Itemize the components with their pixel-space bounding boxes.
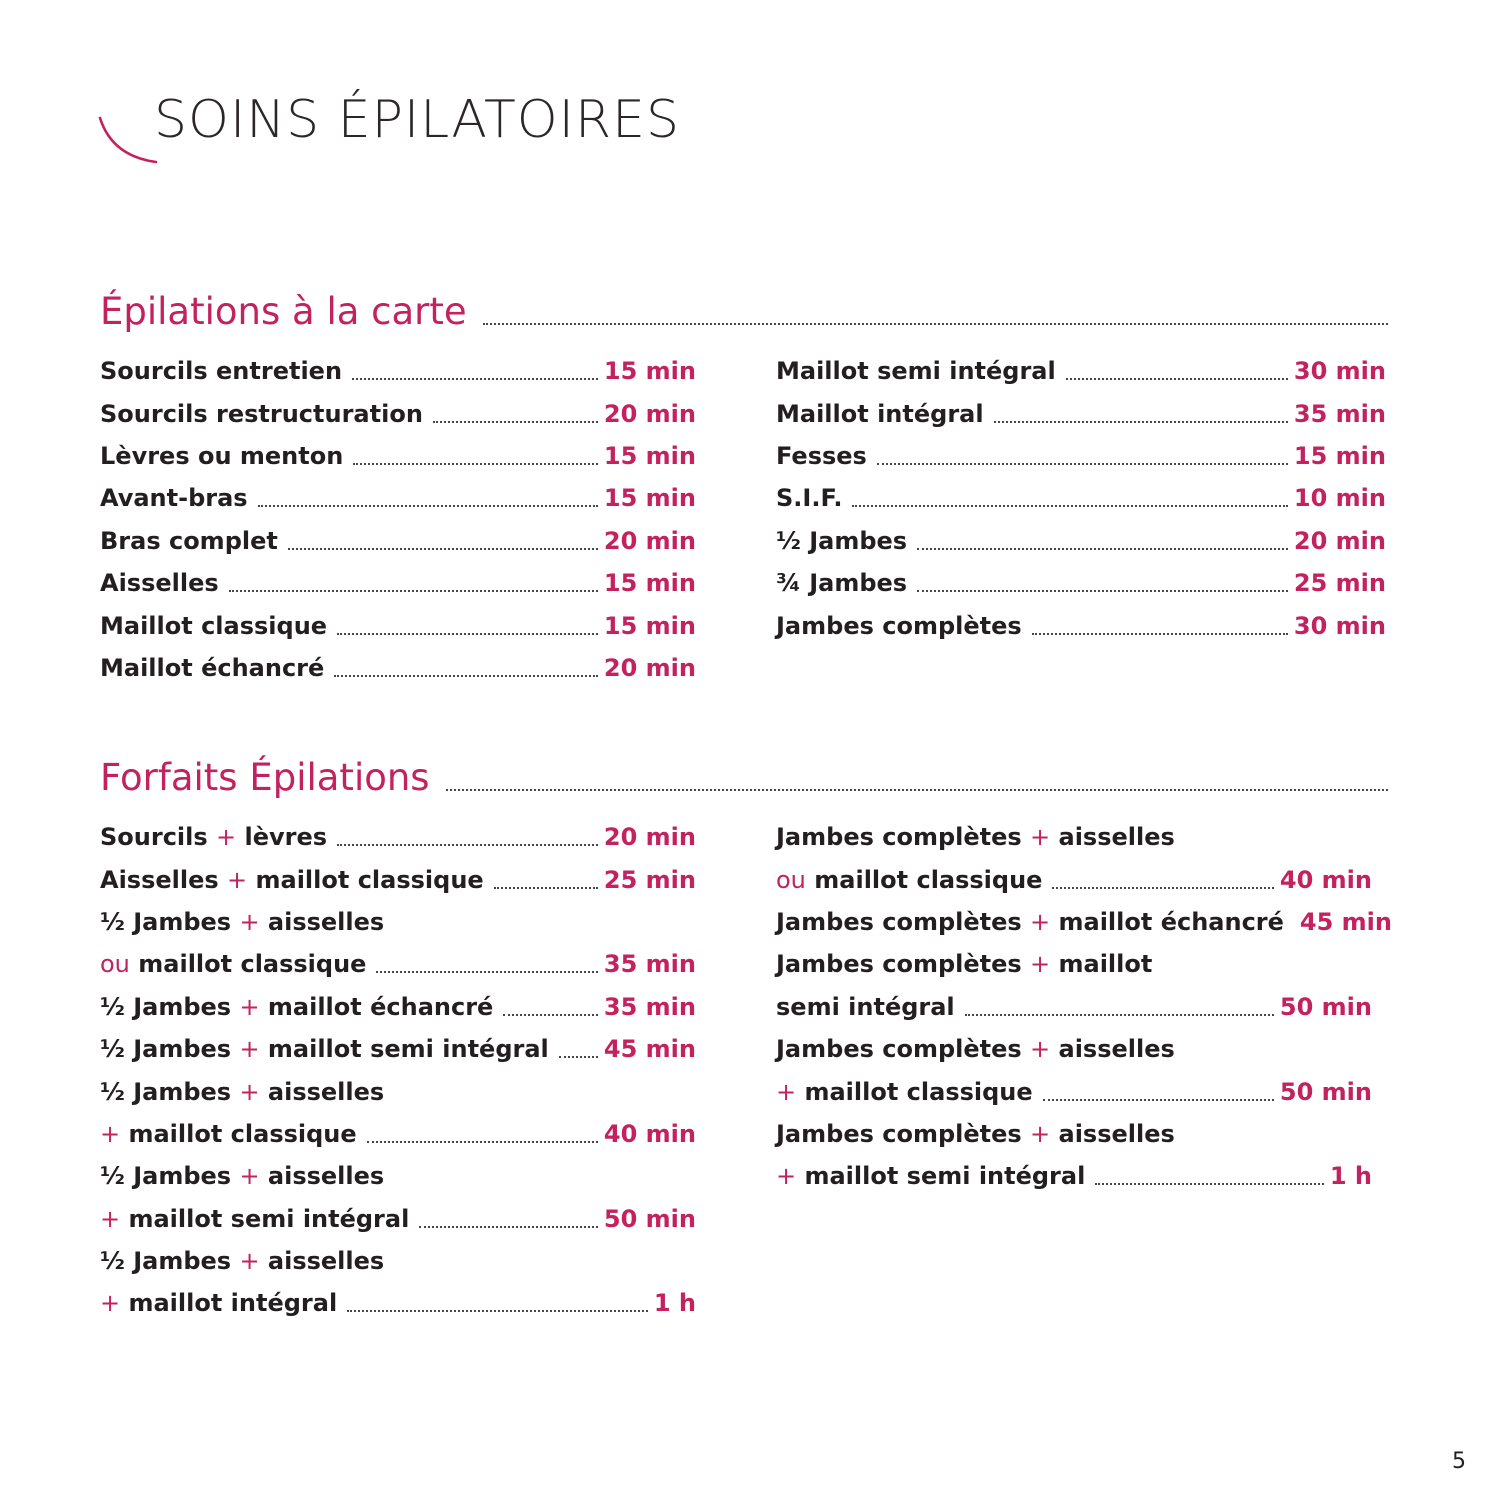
item-label — [100, 823, 327, 851]
item-label: Avant-bras — [100, 484, 248, 513]
price-row — [100, 350, 696, 392]
item-label — [776, 950, 1152, 978]
dotted-leader — [337, 633, 598, 635]
package-row — [776, 901, 1392, 943]
package-row — [776, 1070, 1372, 1112]
duration-value: 20 min — [603, 526, 696, 555]
duration-value: 20 min — [603, 823, 696, 852]
item-label — [776, 1120, 1175, 1148]
item-text: aisselles — [259, 1162, 385, 1191]
duration-value: 40 min — [603, 1119, 696, 1148]
duration-value: 45 min — [603, 1035, 696, 1064]
dotted-leader — [1052, 887, 1273, 889]
duration-value: 15 min — [603, 484, 696, 513]
duration-value: 1 h — [653, 1289, 696, 1318]
duration-value: 30 min — [1293, 611, 1386, 640]
price-row — [776, 477, 1386, 519]
item-text: maillot échancré — [259, 992, 494, 1021]
price-row — [776, 350, 1386, 392]
connector: + — [239, 992, 260, 1021]
package-row — [100, 1070, 696, 1112]
dotted-leader — [877, 463, 1288, 465]
duration-value: 25 min — [603, 865, 696, 894]
package-row — [100, 986, 696, 1028]
duration-value: 10 min — [1293, 484, 1386, 513]
item-text: Jambes complètes — [776, 823, 1031, 852]
item-text: Aisselles — [100, 865, 228, 894]
item-text: Jambes complètes — [776, 907, 1031, 936]
duration-value: 50 min — [1279, 1077, 1372, 1106]
dotted-leader — [337, 844, 598, 846]
duration-value: 40 min — [1279, 865, 1372, 894]
duration-value: 20 min — [603, 399, 696, 428]
duration-value: 35 min — [1293, 399, 1386, 428]
item-label — [100, 1035, 549, 1063]
dotted-leader — [347, 1310, 648, 1312]
item-text: aisselles — [1050, 1119, 1175, 1148]
item-label: Maillot semi intégral — [776, 357, 1056, 386]
item-label: Sourcils restructuration — [100, 399, 423, 428]
connector: + — [1030, 907, 1051, 936]
item-text: aisselles — [1050, 823, 1175, 852]
dotted-leader — [367, 1141, 598, 1143]
dotted-leader — [559, 1056, 598, 1058]
dotted-leader — [965, 1014, 1274, 1016]
item-text: Jambes complètes — [776, 950, 1031, 979]
dotted-leader — [917, 590, 1288, 592]
item-text: maillot semi intégral — [796, 1162, 1086, 1191]
package-row — [100, 943, 696, 985]
item-text: Jambes complètes — [776, 1035, 1031, 1064]
connector: ou — [100, 950, 130, 979]
duration-value: 15 min — [603, 569, 696, 598]
dotted-leader — [1066, 378, 1288, 380]
connector: + — [1030, 1035, 1051, 1064]
duration-value: 45 min — [1299, 907, 1392, 936]
duration-value: 15 min — [603, 611, 696, 640]
package-row — [776, 816, 1372, 858]
duration-value: 30 min — [1293, 357, 1386, 386]
item-text: ½ Jambes — [100, 1162, 240, 1191]
item-label — [776, 866, 1042, 894]
duration-value: 35 min — [603, 992, 696, 1021]
duration-value: 50 min — [1279, 992, 1372, 1021]
package-row — [776, 1155, 1372, 1197]
duration-value: 1 h — [1329, 1162, 1372, 1191]
price-list-left — [100, 350, 696, 689]
package-row — [100, 1113, 696, 1155]
package-row — [100, 858, 696, 900]
item-text: maillot intégral — [120, 1289, 338, 1318]
section-header-carte — [100, 280, 1388, 333]
price-row — [100, 520, 696, 562]
item-text: maillot classique — [805, 865, 1043, 894]
item-label — [100, 1205, 409, 1233]
duration-value: 15 min — [603, 357, 696, 386]
package-row — [100, 1028, 696, 1070]
package-row — [776, 1113, 1372, 1155]
package-row — [776, 943, 1372, 985]
item-label — [100, 1120, 357, 1148]
connector: + — [227, 865, 248, 894]
dotted-leader — [352, 378, 598, 380]
dotted-leader — [258, 505, 598, 507]
connector: + — [239, 907, 260, 936]
item-label: ¾ Jambes — [776, 569, 908, 598]
dotted-leader — [852, 505, 1287, 507]
connector: + — [1030, 1119, 1051, 1148]
item-label: Bras complet — [100, 526, 278, 555]
item-text: aisselles — [259, 1247, 385, 1276]
item-label: Maillot échancré — [100, 653, 325, 682]
item-text: aisselles — [259, 907, 385, 936]
duration-value: 35 min — [603, 950, 696, 979]
dotted-leader — [994, 421, 1288, 423]
item-text: aisselles — [259, 1077, 385, 1106]
package-row — [776, 986, 1372, 1028]
item-text: maillot classique — [247, 865, 484, 894]
item-label: Aisselles — [100, 569, 219, 598]
item-text: lèvres — [236, 823, 328, 852]
package-row — [776, 858, 1372, 900]
page-number: 5 — [1452, 1449, 1466, 1474]
connector: + — [100, 1289, 121, 1318]
item-label — [100, 993, 493, 1021]
dotted-leader — [1095, 1183, 1324, 1185]
connector: + — [100, 1204, 121, 1233]
item-label: Jambes complètes — [776, 611, 1022, 640]
dotted-leader — [503, 1014, 598, 1016]
item-label — [776, 1162, 1085, 1190]
duration-value: 20 min — [1293, 526, 1386, 555]
item-label: Sourcils entretien — [100, 357, 343, 386]
item-label — [776, 823, 1175, 851]
item-text: aisselles — [1050, 1035, 1175, 1064]
item-text: maillot échancré — [1050, 907, 1284, 936]
item-text: maillot semi intégral — [120, 1204, 410, 1233]
price-row — [100, 647, 696, 689]
item-label: Maillot classique — [100, 611, 328, 640]
connector: + — [239, 1247, 260, 1276]
dotted-leader — [917, 548, 1288, 550]
dotted-leader — [376, 971, 597, 973]
price-row — [776, 520, 1386, 562]
package-row — [100, 1240, 696, 1282]
duration-value: 15 min — [1293, 441, 1386, 470]
package-row — [100, 1155, 696, 1197]
item-text: Jambes complètes — [776, 1119, 1031, 1148]
dotted-leader — [229, 590, 598, 592]
item-text: ½ Jambes — [100, 1077, 240, 1106]
connector: + — [1030, 823, 1051, 852]
dotted-leader — [433, 421, 598, 423]
package-row — [776, 1028, 1372, 1070]
dotted-leader — [1043, 1099, 1274, 1101]
dotted-leader — [483, 323, 1388, 325]
package-list-left — [100, 816, 696, 1325]
duration-value: 25 min — [1293, 569, 1386, 598]
package-row — [100, 1282, 696, 1324]
duration-value: 50 min — [603, 1204, 696, 1233]
price-row — [100, 435, 696, 477]
price-row — [100, 477, 696, 519]
dotted-leader — [419, 1226, 598, 1228]
item-text: maillot — [1050, 950, 1153, 979]
connector: + — [216, 823, 237, 852]
connector: ou — [776, 865, 806, 894]
item-label — [776, 908, 1284, 936]
item-text: ½ Jambes — [100, 1035, 240, 1064]
item-label — [776, 1035, 1175, 1063]
price-row — [776, 435, 1386, 477]
item-text: maillot classique — [796, 1077, 1033, 1106]
section-header-forfaits — [100, 746, 1388, 799]
dotted-leader — [334, 675, 598, 677]
page-title: SOINS ÉPILATOIRES — [154, 90, 680, 150]
item-label — [776, 1078, 1033, 1106]
item-label — [776, 993, 955, 1021]
item-label — [100, 1078, 384, 1106]
item-label — [100, 1247, 384, 1275]
price-row — [100, 604, 696, 646]
duration-value: 15 min — [603, 441, 696, 470]
item-label: S.I.F. — [776, 484, 843, 513]
connector: + — [776, 1077, 797, 1106]
price-row — [776, 392, 1386, 434]
item-text: maillot semi intégral — [259, 1035, 549, 1064]
price-row — [100, 392, 696, 434]
connector: + — [239, 1162, 260, 1191]
section-title: Épilations à la carte — [100, 290, 467, 333]
item-text: maillot classique — [120, 1119, 357, 1148]
item-text: maillot classique — [129, 950, 367, 979]
package-row — [100, 901, 696, 943]
price-row — [776, 562, 1386, 604]
dotted-leader — [288, 548, 598, 550]
connector: + — [776, 1162, 797, 1191]
price-row — [776, 604, 1386, 646]
item-label — [100, 866, 484, 894]
connector: + — [1030, 950, 1051, 979]
dotted-leader — [446, 789, 1388, 791]
item-label — [100, 1162, 384, 1190]
price-row — [100, 562, 696, 604]
section-title: Forfaits Épilations — [100, 756, 430, 799]
dotted-leader — [1032, 633, 1288, 635]
item-label — [100, 908, 384, 936]
connector: + — [239, 1077, 260, 1106]
item-label: Fesses — [776, 441, 867, 470]
item-label: Maillot intégral — [776, 399, 984, 428]
item-label: ½ Jambes — [776, 526, 908, 555]
package-row — [100, 1198, 696, 1240]
dotted-leader — [494, 887, 598, 889]
item-label — [100, 950, 366, 978]
item-label: Lèvres ou menton — [100, 441, 344, 470]
item-text: ½ Jambes — [100, 907, 240, 936]
item-text: ½ Jambes — [100, 992, 240, 1021]
page-header — [96, 84, 796, 174]
connector: + — [239, 1035, 260, 1064]
item-text: Sourcils — [100, 823, 217, 852]
item-text: ½ Jambes — [100, 1247, 240, 1276]
item-label — [100, 1289, 337, 1317]
package-row — [100, 816, 696, 858]
arc-decoration-icon — [96, 112, 160, 168]
price-list-right — [776, 350, 1386, 647]
package-list-right — [776, 816, 1392, 1198]
dotted-leader — [353, 463, 598, 465]
connector: + — [100, 1119, 121, 1148]
item-text: semi intégral — [776, 992, 955, 1021]
duration-value: 20 min — [603, 653, 696, 682]
